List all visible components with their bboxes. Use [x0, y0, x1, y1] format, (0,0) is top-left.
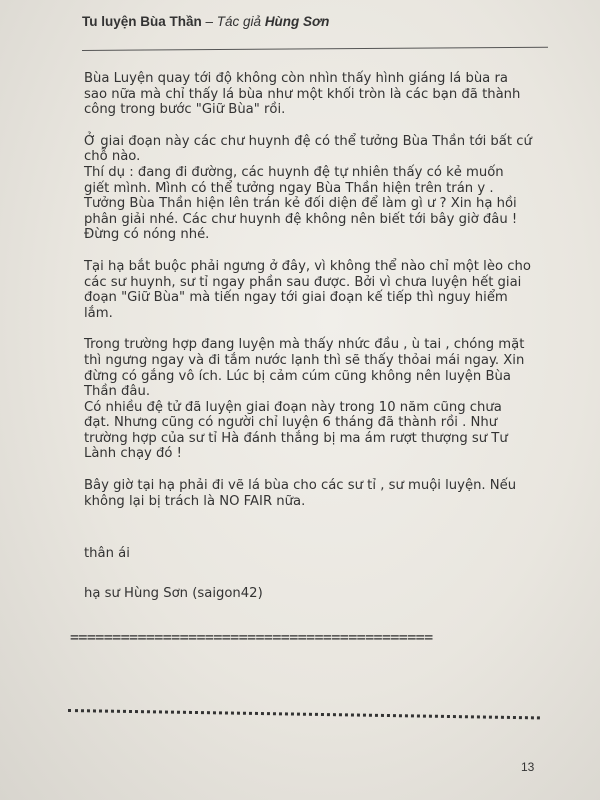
author-name: Hùng Sơn	[264, 14, 330, 29]
paragraph-5: Trong trường hợp đang luyện mà thấy nhức đầu , ù tai , chóng mặt thì ngưng ngay và đi tắm nước lạnh thì sẽ thấy thỏai mái ngay. Xin đừng có gắng vô ích. Lúc bị cảm cúm cũng không nên luyện Bùa Thần đâu.	[84, 337, 525, 400]
closing-text: thân ái	[84, 546, 130, 561]
page-number: 13	[521, 760, 535, 774]
paragraph-7: Bây giờ tại hạ phải đi vẽ lá bùa cho các sư tỉ , sư muội luyện. Nếu không lại bị trách là NO FAIR nữa.	[84, 478, 517, 509]
paragraph-6: Có nhiều đệ tử đã luyện giai đoạn này trong 10 năm cũng chưa đạt. Nhưng cũng có người chỉ luyện 6 tháng đã thành rồi . Như trường hợp của sư tỉ Hà đánh thắng bị ma ám rượt thượng sư Tư Lành chạy đó !	[84, 399, 508, 462]
author-label: Tác giả	[216, 14, 265, 29]
book-title: Tu luyện Bùa Thần	[82, 14, 202, 29]
equals-divider: ===========================================	[70, 628, 433, 646]
header-separator: –	[201, 14, 217, 29]
dotted-divider	[68, 709, 540, 719]
paragraph-2: Ở giai đoạn này các chư huynh đệ có thể tưởng Bùa Thần tới bất cứ chỗ nào.	[84, 133, 532, 165]
paragraph-3: Thí dụ : đang đi đường, các huynh đệ tự nhiên thấy có kẻ muốn giết mình. Mình có thể tưởng ngay Bùa Thần hiện trên trán y . Tưởng Bùa Thần hiện lên trán kẻ đối diện để làm gì ư ? Xin hạ hồi phân giải nhé. Các chư huynh đệ không nên biết tới bây giờ đâu ! Đừng có nóng nhé.	[84, 164, 518, 243]
page-body	[84, 71, 560, 525]
header-divider	[82, 47, 548, 51]
running-header	[82, 14, 329, 29]
paragraph-4: Tại hạ bắt buộc phải ngưng ở đây, vì không thể nào chỉ một lèo cho các sư huynh, sư tỉ ngay phần sau được. Bởi vì chưa luyện hết giai đoạn "Giữ Bùa" mà tiến ngay tới giai đoạn kế tiếp thì nguy hiểm lắm.	[84, 258, 531, 321]
paragraph-1: Bùa Luyện quay tới độ không còn nhìn thấy hình giáng lá bùa ra sao nữa mà chỉ thấy lá bùa như một khối tròn là các bạn đã thành công trong bước "Giữ Bùa" rồi.	[84, 71, 521, 118]
signature: hạ sư Hùng Sơn (saigon42)	[84, 586, 263, 601]
